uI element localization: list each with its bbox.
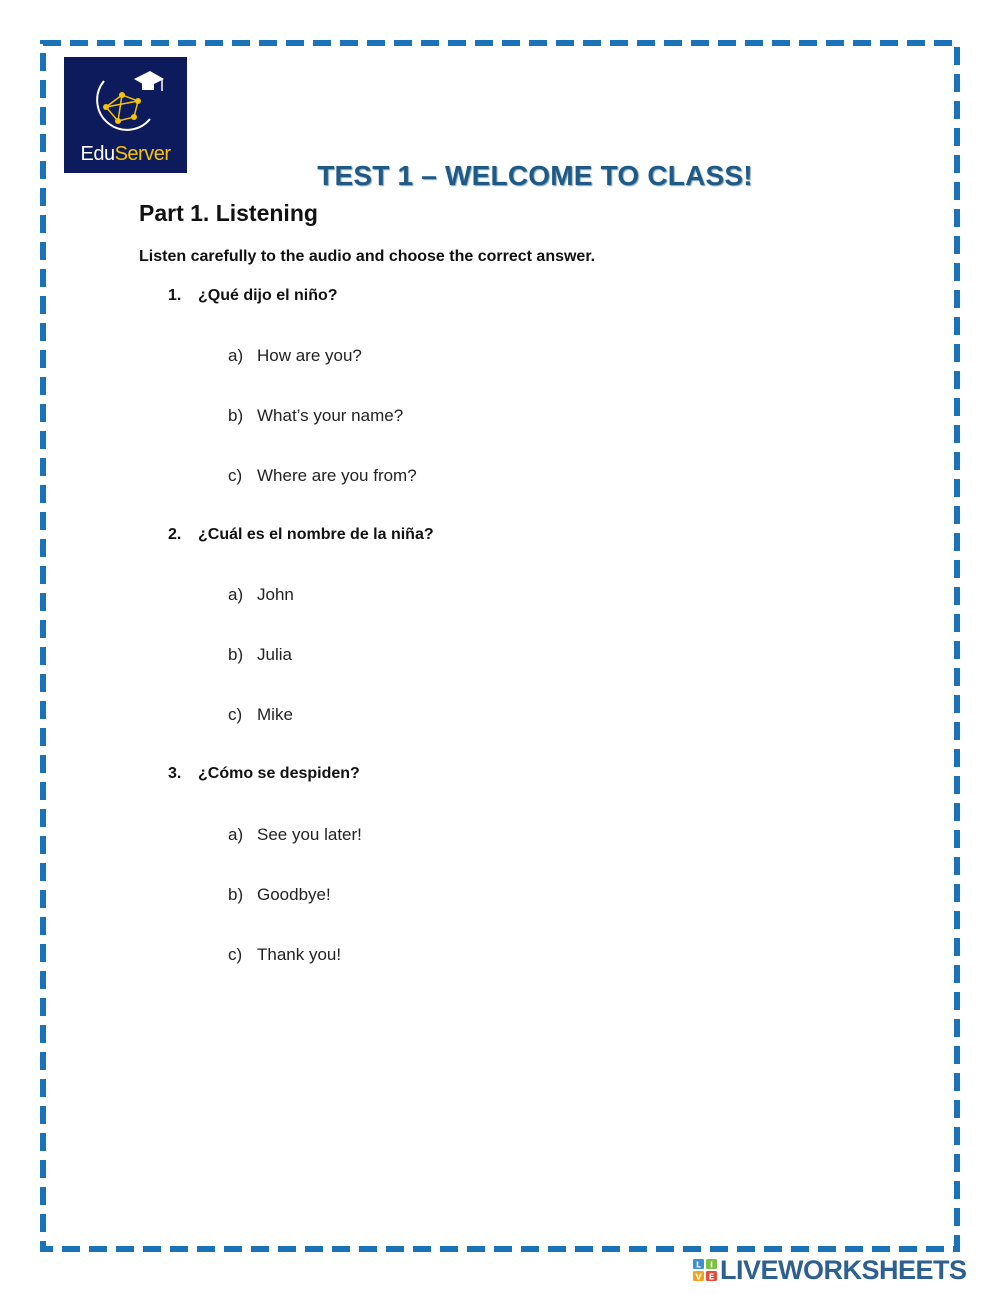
option-2c[interactable]: c) Mike [228,705,293,724]
option-1c[interactable]: c) Where are you from? [228,466,417,485]
question-2 [168,526,434,544]
part-heading: Part 1. Listening [139,200,318,226]
option-1b[interactable]: b) What’s your name? [228,406,404,425]
svg-text:I: I [710,1260,713,1270]
option-3a[interactable]: a) See you later! [228,825,362,844]
logo-wordmark: EduServer [80,143,171,165]
option-1a[interactable]: a) How are you? [228,346,362,365]
question-text: ¿Cómo se despiden? [198,765,360,782]
eduserver-logo [64,57,187,173]
svg-text:E: E [708,1272,715,1282]
question-text: ¿Cuál es el nombre de la niña? [198,526,434,543]
page-title: TEST 1 – WELCOME TO CLASS! [317,160,753,191]
question-number: 2. [168,526,182,543]
liveworksheets-cubes-icon [692,1258,718,1282]
svg-text:L: L [695,1260,702,1270]
question-number: 3. [168,765,182,782]
svg-text:V: V [695,1272,702,1282]
instruction-text: Listen carefully to the audio and choose the correct answer. [139,248,596,265]
option-3c[interactable]: c) Thank you! [228,945,342,964]
liveworksheets-watermark [692,1256,992,1284]
option-3b[interactable]: b) Goodbye! [228,885,331,904]
question-text: ¿Qué dijo el niño? [198,287,338,304]
question-3 [168,765,360,783]
option-2a[interactable]: a) John [228,585,294,604]
question-1 [168,287,338,305]
watermark-text: LIVEWORKSHEETS [720,1255,967,1285]
option-2b[interactable]: b) Julia [228,645,292,664]
question-number: 1. [168,287,182,304]
